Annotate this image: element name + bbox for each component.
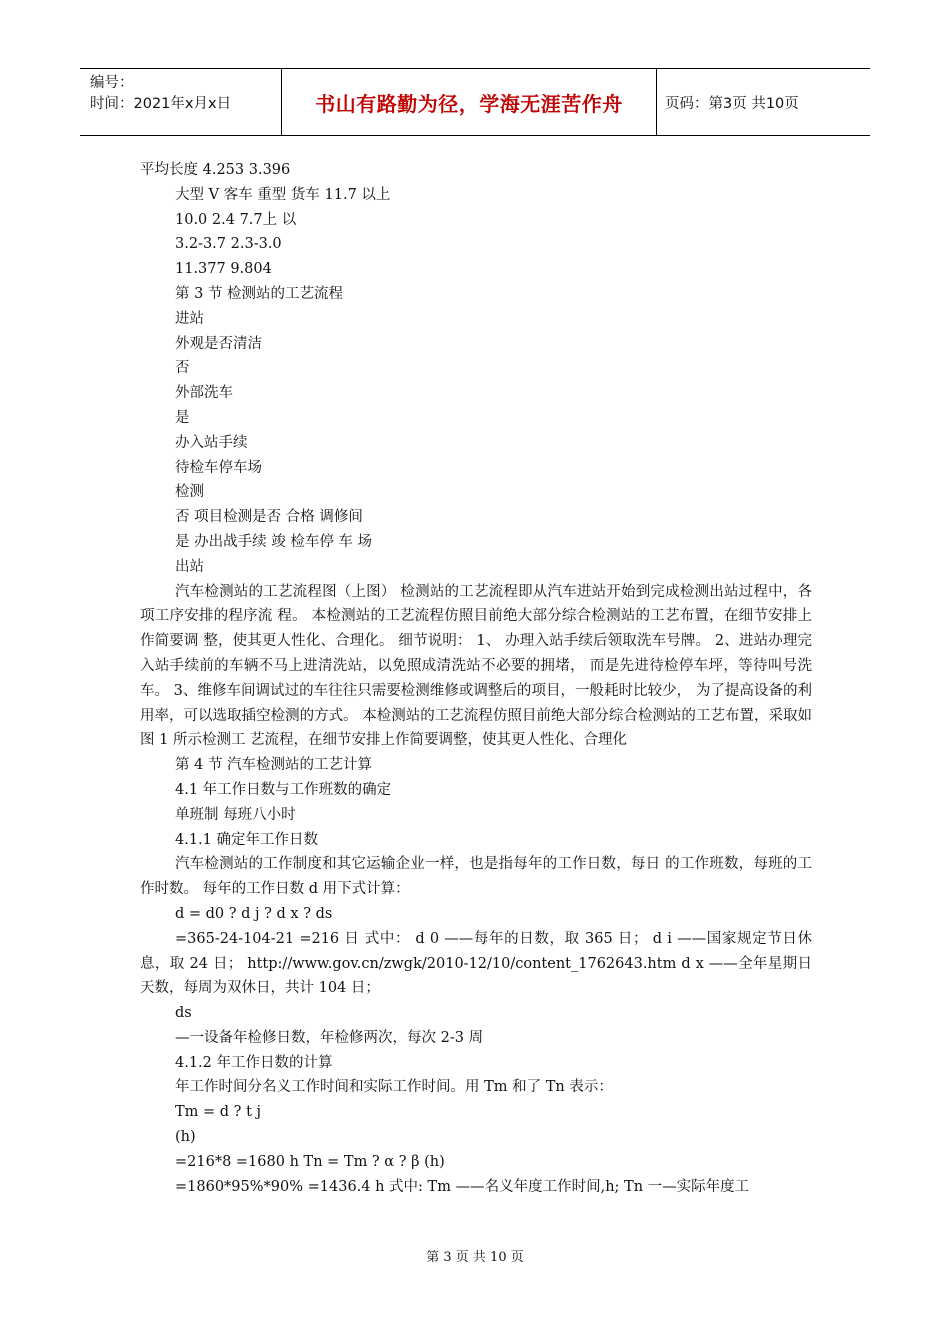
flow-step: 办入站手续 [175, 434, 248, 451]
text-line: ds [175, 1005, 192, 1022]
flow-step: 外观是否清洁 [175, 335, 262, 352]
text-line: 单班制 每班八小时 [175, 806, 296, 823]
flow-step: 否 [175, 360, 190, 377]
formula: Tm = d ? t j [175, 1104, 261, 1121]
text-line: 3.2-3.7 2.3-3.0 [175, 236, 282, 253]
section-heading: 第 3 节 检测站的工艺流程 [175, 285, 344, 302]
header-meta [80, 69, 282, 135]
text-line: —一设备年检修日数，年检修两次，每次 2-3 周 [175, 1029, 484, 1046]
flow-step: 检测 [175, 484, 204, 501]
text-line: 平均长度 4.253 3.396 [140, 162, 291, 178]
text-line: 11.377 9.804 [175, 261, 272, 278]
paragraph: =365-24-104-21 =216 日 式中： d 0 ——每年的日数，取 365 日； d i ——国家规定节日休息，取 24 日； http://www.gov.cn/zwgk/2010-12/10/content_1762643.htm d x ——全年星期日天数，每周为双休日，共计 104 日； [140, 930, 812, 997]
flow-step: 是 办出战手续 竣 检车停 车 场 [175, 533, 373, 550]
flow-step: 待检车停车场 [175, 459, 262, 476]
header-motto: 书山有路勤为径，学海无涯苦作舟 [282, 69, 657, 135]
document-body [140, 158, 812, 1199]
header-page-label: 页码：第3页 共10页 [665, 95, 799, 112]
section-heading: 第 4 节 汽车检测站的工艺计算 [175, 757, 373, 774]
time-label: 时间：2021年x月x日 [90, 96, 232, 112]
page-header [80, 68, 870, 136]
subsection-heading: 4.1.2 年工作日数的计算 [175, 1054, 333, 1071]
flow-step: 外部洗车 [175, 385, 233, 402]
page-footer: 第 3 页 共 10 页 [426, 1250, 524, 1265]
formula: (h) [175, 1129, 196, 1146]
text-line: 10.0 2.4 7.7上 以 [175, 211, 297, 228]
number-label: 编号： [90, 75, 134, 91]
flow-step: 否 项目检测是否 合格 调修间 [175, 509, 363, 526]
subsection-heading: 4.1 年工作日数与工作班数的确定 [175, 781, 392, 798]
text-line: 年工作时间分名义工作时间和实际工作时间。用 Tm 和了 Tn 表示： [175, 1079, 613, 1096]
formula: d = d0 ? d j ? d x ? ds [175, 905, 333, 922]
formula: =216*8 =1680 h Tn = Tm ? α ? β (h) [175, 1153, 445, 1170]
flow-step: 是 [175, 409, 190, 426]
subsection-heading: 4.1.1 确定年工作日数 [175, 831, 319, 848]
paragraph: 汽车检测站的工作制度和其它运输企业一样，也是指每年的工作日数，每日 的工作班数，每班的工作时数。 每年的工作日数 d 用下式计算： [140, 856, 812, 898]
paragraph: 汽车检测站的工艺流程图（上图） 检测站的工艺流程即从汽车进站开始到完成检测出站过程中，各项工序安排的程序流 程。 本检测站的工艺流程仿照目前绝大部分综合检测站的工艺布置，在细节安排上作简要调 整，使其更人性化、合理化。 细节说明： 1、 办理入站手续后领取洗车号牌。 2、进站办理完入站手续前的车辆不马上进清洗站，以免照成清洗站不必要的拥堵， 而是先进待检停车坪，等待叫号洗车。 3、维修车间调试过的车往往只需要检测维修或调整后的项目，一般耗时比较少， 为了提高设备的利用率，可以选取插空检测的方式。 本检测站的工艺流程仿照目前绝大部分综合检测站的工艺布置，采取如图 1 所示检测工 艺流程，在细节安排上作简要调整，使其更人性化、合理化 [140, 583, 812, 749]
text-line: 大型 V 客车 重型 货车 11.7 以上 [175, 186, 391, 203]
formula: =1860*95%*90% =1436.4 h 式中: Tm ——名义年度工作时间,h; Tn 一—实际年度工 [175, 1178, 750, 1195]
flow-step: 进站 [175, 310, 204, 327]
flow-step: 出站 [175, 558, 204, 575]
